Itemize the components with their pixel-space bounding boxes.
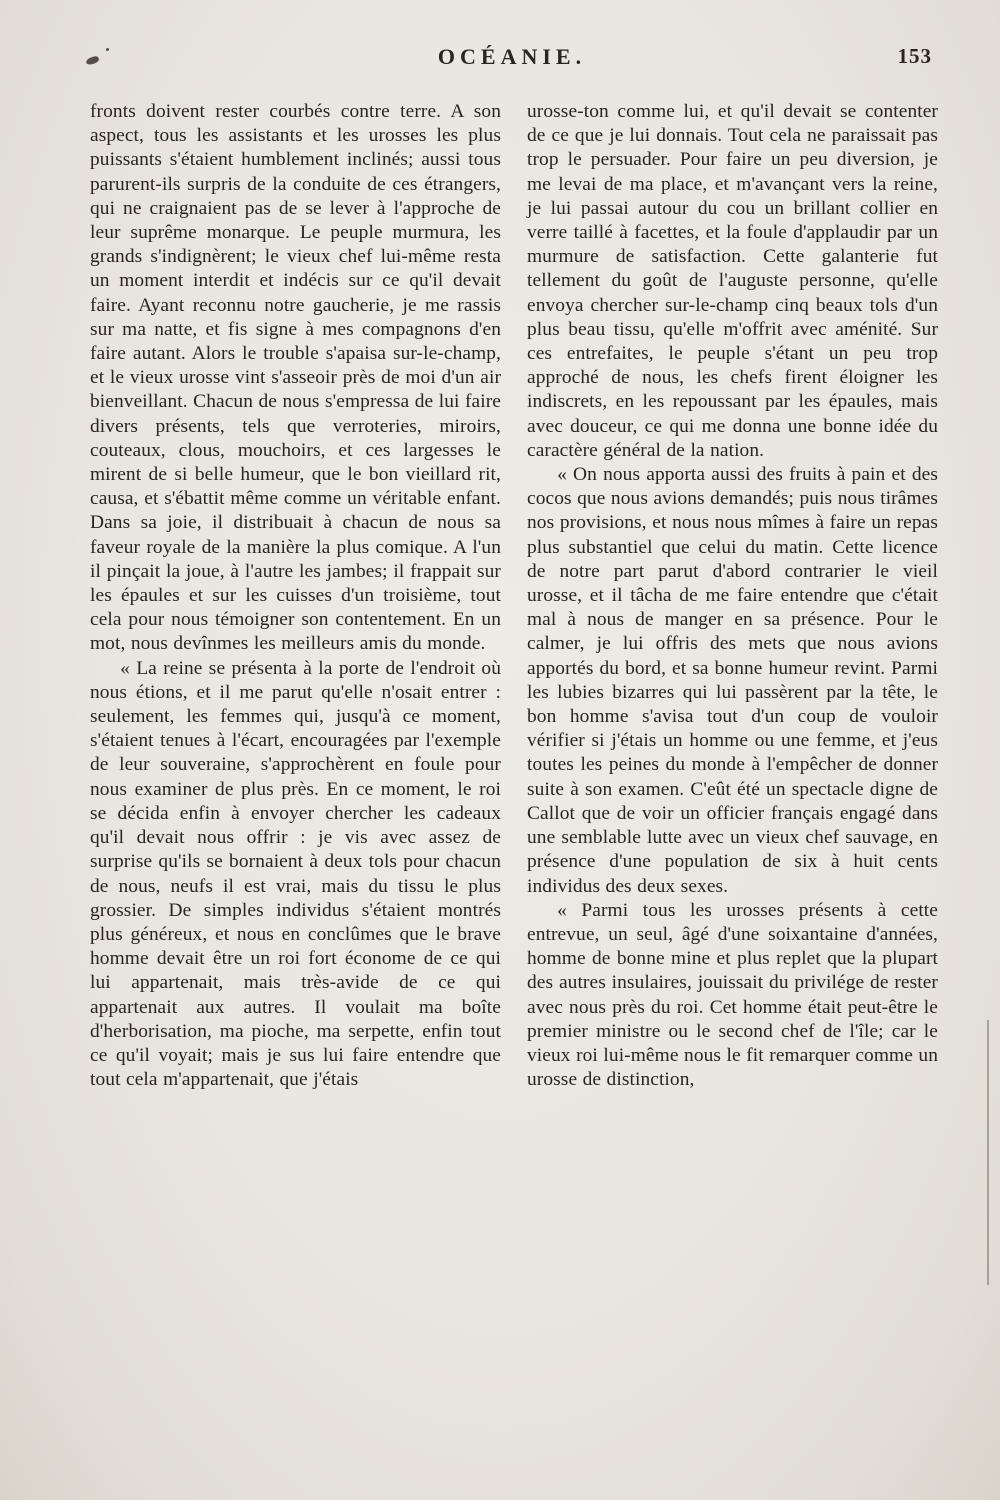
paragraph: « Parmi tous les urosses présents à cette entrevue, un seul, âgé d'une soixantaine d'années, homme de bonne mine et plus replet que la plupart des autres insulaires, jouissait du privilége de rester avec nous près du roi. Cet homme était peut-être le premier ministre ou le second chef de l'île; car le vieux roi lui-même nous le fit remarquer comme un urosse de distinction, [527, 899, 938, 1091]
text-columns [90, 100, 938, 1092]
page-header [90, 44, 934, 74]
paragraph-continuation: fronts doivent rester courbés contre terre. A son aspect, tous les assistants et les urosses les plus puissants s'étaient humblement inclinés; aussi tous parurent-ils surpris de la conduite de ces étrangers, qui ne craignaient pas de se lever à l'approche de leur suprême monarque. Le peuple murmura, les grands s'indignèrent; le vieux chef lui-même resta un moment interdit et indécis sur ce qu'il devait faire. Ayant reconnu notre gaucherie, je me rassis sur ma natte, et fis signe à mes compagnons d'en faire autant. Alors le trouble s'apaisa sur-le-champ, et le vieux urosse vint s'asseoir près de moi d'un air bienveillant. Chacun de nous s'empressa de lui faire divers présents, tels que verroteries, miroirs, couteaux, clous, mouchoirs, et ces largesses le mirent de si belle humeur, que le bon vieillard rit, causa, et s'ébattit même comme un véritable enfant. Dans sa joie, il distribuait à chacun de nous sa faveur royale de la manière la plus comique. A l'un il pinçait la joue, à l'autre les jambes; il frappait sur les épaules et sur les cuisses d'un troisième, tout cela pour nous témoigner son contentement. En un mot, nous devînmes les meilleurs amis du monde. [90, 101, 501, 655]
running-title: OCÉANIE. [437, 44, 587, 69]
paragraph: « La reine se présenta à la porte de l'endroit où nous étions, et il me parut qu'elle n'osait entrer : seulement, les femmes qui, jusqu'à ce moment, s'étaient tenues à l'écart, encouragées par l'exemple de leur souveraine, s'approchèrent en foule pour nous examiner de plus près. En ce moment, le roi se décida enfin à envoyer chercher les cadeaux qu'il devait nous offrir : je vis avec assez de surprise qu'ils se bornaient à deux tols pour chacun de nous, neufs il est vrai, mais du tissu le plus grossier. De simples individus s'étaient montrés plus généreux, et nous en conclûmes que le brave homme devait être un roi fort économe de ce qui lui appartenait, mais très-avide de ce qui appartenait aux autres. Il voulait ma boîte d'herborisation, ma pioche, ma serpette, enfin tout ce qu'il voyait; mais je sus lui faire entendre que tout cela m'appartenait, que j'étais [90, 657, 501, 1091]
paragraph-continuation: urosse-ton comme lui, et qu'il devait se contenter de ce que je lui donnais. Tout cela ne paraissait pas trop le persuader. Pour faire un peu diversion, je me levai de ma place, et m'avançant vers la reine, je lui passai autour du cou un brillant collier en verre taillé à facettes, et la foule d'applaudir par un murmure de satisfaction. Cette galanterie fut tellement du goût de l'auguste personne, qu'elle envoya chercher sur-le-champ cinq beaux tols d'un plus beau tissu, qu'elle m'offrit avec aménité. Sur ces entrefaites, le peuple s'étant un peu trop approché de nous, les chefs firent éloigner les indiscrets, en les repoussant par les épaules, mais avec douceur, ce qui me donna une bonne idée du caractère général de la nation. [527, 101, 938, 461]
scan-line-artifact [987, 1020, 989, 1285]
right-column [527, 100, 938, 1092]
paragraph: « On nous apporta aussi des fruits à pain et des cocos que nous avions demandés; puis nous tirâmes nos provisions, et nous nous mîmes à faire un repas plus substantiel que celui du matin. Cette licence de notre part parut d'abord contrarier le vieil urosse, et il tâcha de me faire entendre que c'était mal à nous de manger en sa présence. Pour le calmer, je lui offris des mets que nous avions apportés du bord, et sa bonne humeur revint. Parmi les lubies bizarres qui lui passèrent par la tête, le bon homme s'avisa tout d'un coup de vouloir vérifier si j'étais un homme ou une femme, et j'eus toutes les peines du monde à l'empêcher de donner suite à son examen. C'eût été un spectacle digne de Callot que de voir un officier français engagé dans une semblable lutte avec un vieux chef sauvage, en présence d'une population de six à huit cents individus des deux sexes. [527, 464, 938, 897]
left-column [90, 100, 501, 1092]
page-number: 153 [897, 44, 932, 68]
